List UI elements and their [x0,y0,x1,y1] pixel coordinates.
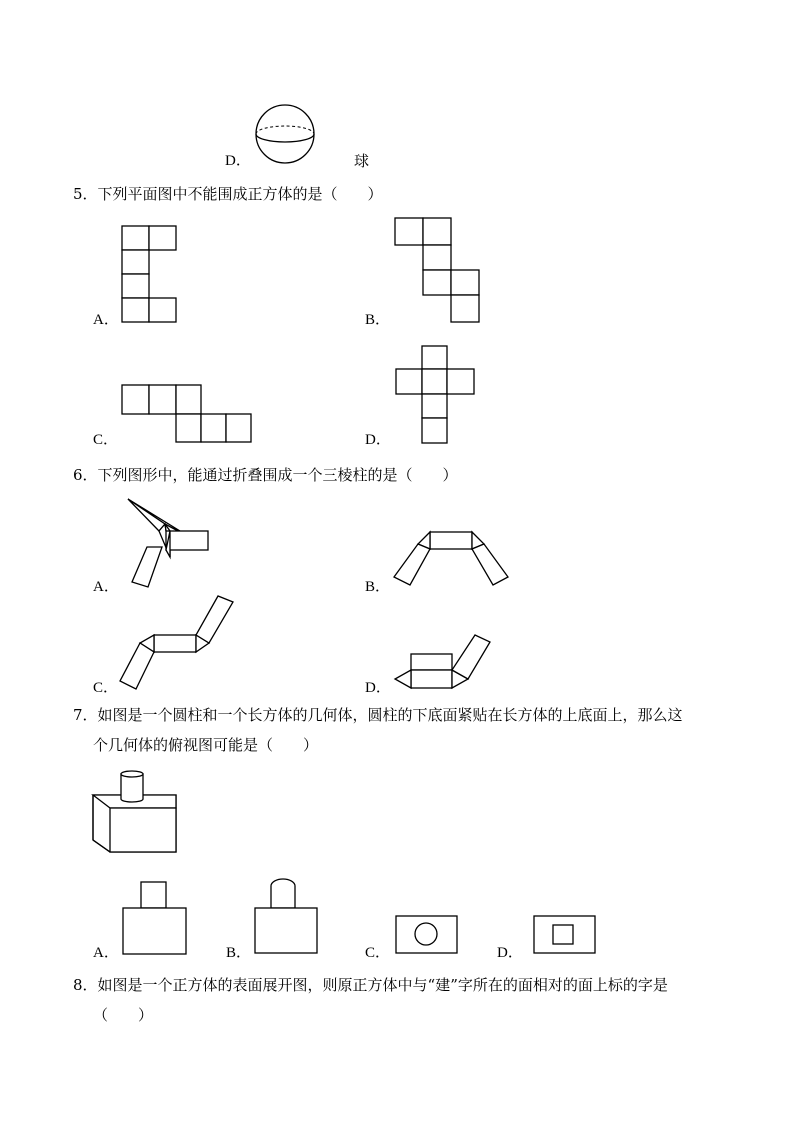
question-8-stem-line2: （ ） [93,1006,154,1024]
question-6-stem: 6．下列图形中，能通过折叠围成一个三棱柱的是（ ） [73,466,458,484]
q4-option-d-label: D． [225,153,251,169]
q6-net-a [120,490,215,590]
q6-net-d [394,632,494,694]
question-5-stem: 5．下列平面图中不能围成正方体的是（ ） [73,185,383,203]
q5-net-d [395,345,479,447]
question-7-stem-line2: 个几何体的俯视图可能是（ ） [93,736,319,754]
q7-option-c-label: C． [365,945,391,961]
q5-option-d-label: D． [365,432,391,448]
q6-option-c-label: C． [93,680,119,696]
q7-option-a-view [121,880,191,960]
sphere-figure [255,104,317,166]
q7-option-d-view [532,914,598,956]
q7-option-b-view [253,876,323,958]
q7-option-d-label: D． [497,945,523,961]
q4-option-d-text: 球 [354,152,370,170]
question-8-stem-line1: 8．如图是一个正方体的表面展开图，则原正方体中与“建”字所在的面相对的面上标的字是 [73,976,668,994]
question-7-stem-line1: 7．如图是一个圆柱和一个长方体的几何体，圆柱的下底面紧贴在长方体的上底面上，那么这 [73,706,683,724]
q5-option-b-label: B． [365,312,391,328]
q6-option-d-label: D． [365,680,391,696]
q6-net-b [392,528,512,590]
q5-net-a [121,225,181,325]
q5-net-b [394,217,484,327]
q7-solid-figure [90,768,180,858]
q6-option-b-label: B． [365,579,391,595]
q6-net-c [118,595,243,693]
q7-option-c-view [394,914,460,956]
q7-option-a-label: A． [93,945,119,961]
q6-option-a-label: A． [93,579,119,595]
q5-option-a-label: A． [93,312,119,328]
q5-option-c-label: C． [93,432,119,448]
q7-option-b-label: B． [226,945,252,961]
q5-net-c [121,384,256,446]
